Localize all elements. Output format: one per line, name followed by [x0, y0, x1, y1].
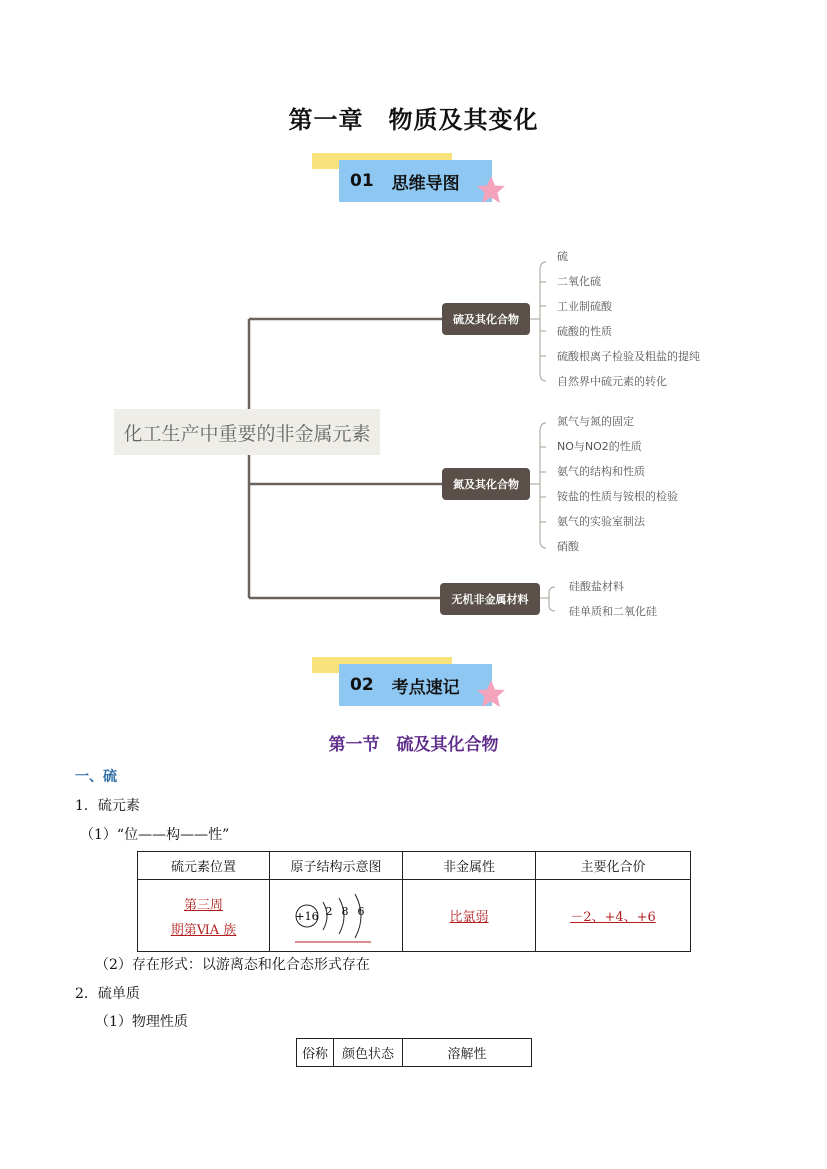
- mindmap-leaf: 硝酸: [557, 540, 579, 553]
- banner-box: [339, 664, 492, 706]
- atom-nucleus: +16: [295, 909, 319, 923]
- mindmap-leaf: 硫酸根离子检验及粗盐的提纯: [557, 350, 700, 363]
- paragraph-physical-properties: （1）物理性质: [95, 1014, 188, 1030]
- table-cell-position: [138, 880, 270, 952]
- heading-sulfur: 一、硫: [75, 769, 117, 785]
- table-header: 俗称: [297, 1039, 334, 1067]
- table-cell-valence: [536, 880, 691, 952]
- valence-answer: －2、+4、+6: [570, 910, 656, 925]
- paragraph-element: 1．硫元素: [75, 798, 140, 814]
- mindmap-leaf: 硫: [557, 250, 568, 263]
- table-cell-nonmetal: [403, 880, 536, 952]
- table-header: 颜色状态: [334, 1039, 403, 1067]
- banner-number: 02: [350, 675, 374, 695]
- section-title: 第一节 硫及其化合物: [328, 735, 499, 755]
- mindmap-leaf: 硫酸的性质: [557, 325, 612, 338]
- paragraph-elemental-sulfur: 2．硫单质: [75, 986, 140, 1002]
- mindmap-leaf: 硅单质和二氧化硅: [569, 605, 657, 618]
- atom-shell: 8: [341, 904, 349, 918]
- mindmap-root: 化工生产中重要的非金属元素: [114, 409, 380, 455]
- atom-structure-diagram: [293, 888, 379, 944]
- mindmap-leaf: 硅酸盐材料: [569, 580, 624, 593]
- table-header: 主要化合价: [536, 852, 691, 880]
- banner-number: 01: [350, 171, 374, 191]
- mindmap-leaf: 自然界中硫元素的转化: [557, 375, 667, 388]
- mindmap-leaf: 氨气的实验室制法: [557, 515, 645, 528]
- table-header: 溶解性: [403, 1039, 532, 1067]
- nonmetal-answer: 比氯弱: [449, 910, 489, 925]
- banner-label: 思维导图: [391, 173, 460, 194]
- atom-shell: 2: [325, 904, 333, 918]
- mindmap-leaf: 氨气的结构和性质: [557, 465, 645, 478]
- table-header: 原子结构示意图: [270, 852, 403, 880]
- table-cell-atom: [270, 880, 403, 952]
- mindmap-branch-inorganic: 无机非金属材料: [440, 583, 540, 615]
- atom-shell: 6: [357, 904, 365, 918]
- table-header: 非金属性: [403, 852, 536, 880]
- sulfur-element-table: [137, 851, 691, 952]
- position-line2: 期第ⅥA 族: [170, 922, 237, 938]
- star-icon: [476, 679, 506, 709]
- physical-properties-table: [296, 1038, 532, 1067]
- mindmap-leaf: 铵盐的性质与铵根的检验: [557, 490, 678, 503]
- mindmap-branch-sulfur: 硫及其化合物: [442, 303, 530, 335]
- mindmap-leaf: 二氧化硫: [557, 275, 601, 288]
- position-line1: 第三周: [183, 897, 223, 913]
- banner-label: 考点速记: [391, 677, 460, 698]
- paragraph-existence: （2）存在形式：以游离态和化合态形式存在: [95, 957, 370, 973]
- table-header: 硫元素位置: [138, 852, 270, 880]
- mindmap-leaf: 工业制硫酸: [557, 300, 612, 313]
- banner-summary: [312, 657, 512, 717]
- paragraph-position: （1）“位——构——性”: [80, 827, 230, 843]
- mindmap-leaf: NO与NO2的性质: [557, 440, 642, 453]
- chapter-title: 第一章 物质及其变化: [288, 105, 539, 134]
- mindmap-branch-nitrogen: 氮及其化合物: [442, 468, 530, 500]
- mindmap-leaf: 氮气与氮的固定: [557, 415, 634, 428]
